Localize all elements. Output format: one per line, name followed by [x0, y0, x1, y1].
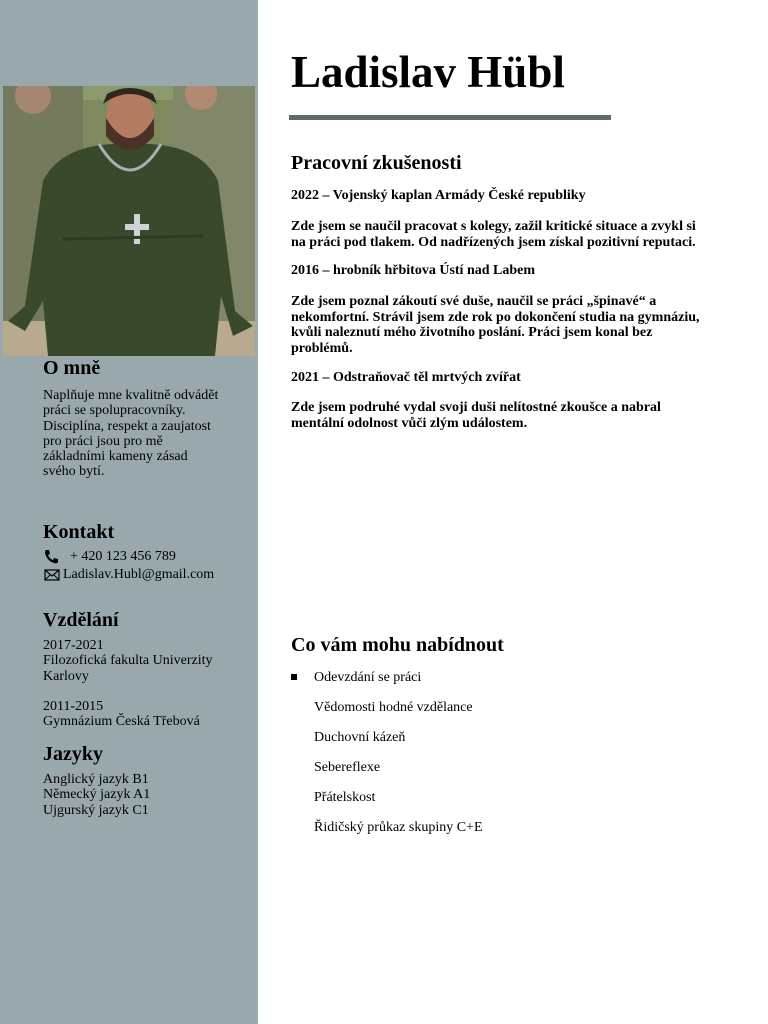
- profile-photo: [3, 86, 255, 356]
- envelope-icon: [43, 567, 61, 583]
- bullet-icon: [291, 674, 297, 680]
- education-entry: [43, 638, 243, 684]
- offer-item: Přátelskost: [314, 790, 376, 805]
- about-line: Disciplína, respekt a zaujatost: [43, 418, 211, 434]
- education-school: Karlovy: [43, 668, 89, 684]
- about-line: Naplňuje mne kvalitně odvádět: [43, 388, 219, 403]
- phone-number[interactable]: + 420 123 456 789: [70, 549, 176, 564]
- email-address[interactable]: Ladislav.Hubl@gmail.com: [63, 567, 215, 582]
- about-line: svého bytí.: [43, 464, 105, 480]
- offer-item: Vědomosti hodné vzdělance: [314, 700, 473, 715]
- job-description: [291, 400, 711, 431]
- person-name: Ladislav Hübl: [291, 47, 565, 97]
- offer-heading: Co vám mohu nabídnout: [291, 634, 504, 656]
- experience-heading: Pracovní zkušenosti: [291, 152, 462, 174]
- priest-photo-image: [3, 86, 255, 356]
- job-title: 2021 – Odstraňovač těl mrtvých zvířat: [291, 370, 521, 385]
- contact-email-row: [43, 566, 214, 584]
- job-desc-line: mentální odolnost vůči zlým událostem.: [291, 415, 528, 431]
- contact-heading: Kontakt: [43, 521, 115, 543]
- contact-phone-row: [43, 548, 176, 566]
- job-desc-line: nekomfortní. Strávil jsem zde rok po dokončení studia na gymnáziu,: [291, 309, 700, 325]
- phone-icon: [43, 549, 61, 565]
- languages-list: [43, 772, 243, 818]
- about-line: základními kameny zásad: [43, 449, 188, 465]
- job-desc-line: na práci pod tlakem. Od nadřízených jsem získal pozitivní reputaci.: [291, 234, 696, 250]
- job-desc-line: Zde jsem podruhé vydal svoji duši nelítostné zkoušce a nabral: [291, 400, 661, 415]
- education-school: Filozofická fakulta Univerzity: [43, 653, 213, 669]
- job-description: [291, 294, 711, 356]
- about-heading: O mně: [43, 357, 101, 379]
- job-desc-line: kvůli naleznutí mého životního poslání. Práci jsem konal bez: [291, 325, 653, 340]
- offer-item: Sebereflexe: [314, 760, 381, 775]
- education-years: 2011-2015: [43, 699, 104, 714]
- education-years: 2017-2021: [43, 638, 104, 653]
- language-item: Německý jazyk A1: [43, 787, 151, 803]
- about-text: [43, 388, 243, 480]
- education-school: Gymnázium Česká Třebová: [43, 714, 200, 730]
- job-desc-line: problémů.: [291, 340, 353, 356]
- job-desc-line: Zde jsem se naučil pracovat s kolegy, zažil kritické situace a zvykl si: [291, 219, 696, 234]
- job-desc-line: Zde jsem poznal zákoutí své duše, naučil se práci „špinavé“ a: [291, 294, 657, 309]
- job-description: [291, 219, 711, 250]
- job-title: 2016 – hrobník hřbitova Ústí nad Labem: [291, 263, 536, 278]
- languages-heading: Jazyky: [43, 743, 103, 765]
- offer-item: Řidičský průkaz skupiny C+E: [314, 820, 483, 835]
- offer-item: Duchovní kázeň: [314, 730, 406, 745]
- sidebar: [0, 0, 258, 1024]
- language-item: Ujgurský jazyk C1: [43, 802, 149, 818]
- language-item: Anglický jazyk B1: [43, 772, 149, 787]
- education-heading: Vzdělání: [43, 609, 119, 631]
- about-line: pro práci jsou pro mě: [43, 433, 163, 449]
- offer-item: Odevzdání se práci: [314, 670, 422, 685]
- education-entry: [43, 699, 243, 730]
- about-line: práci se spolupracovníky.: [43, 403, 186, 419]
- title-divider: [289, 115, 611, 120]
- job-title: 2022 – Vojenský kaplan Armády České republiky: [291, 188, 586, 203]
